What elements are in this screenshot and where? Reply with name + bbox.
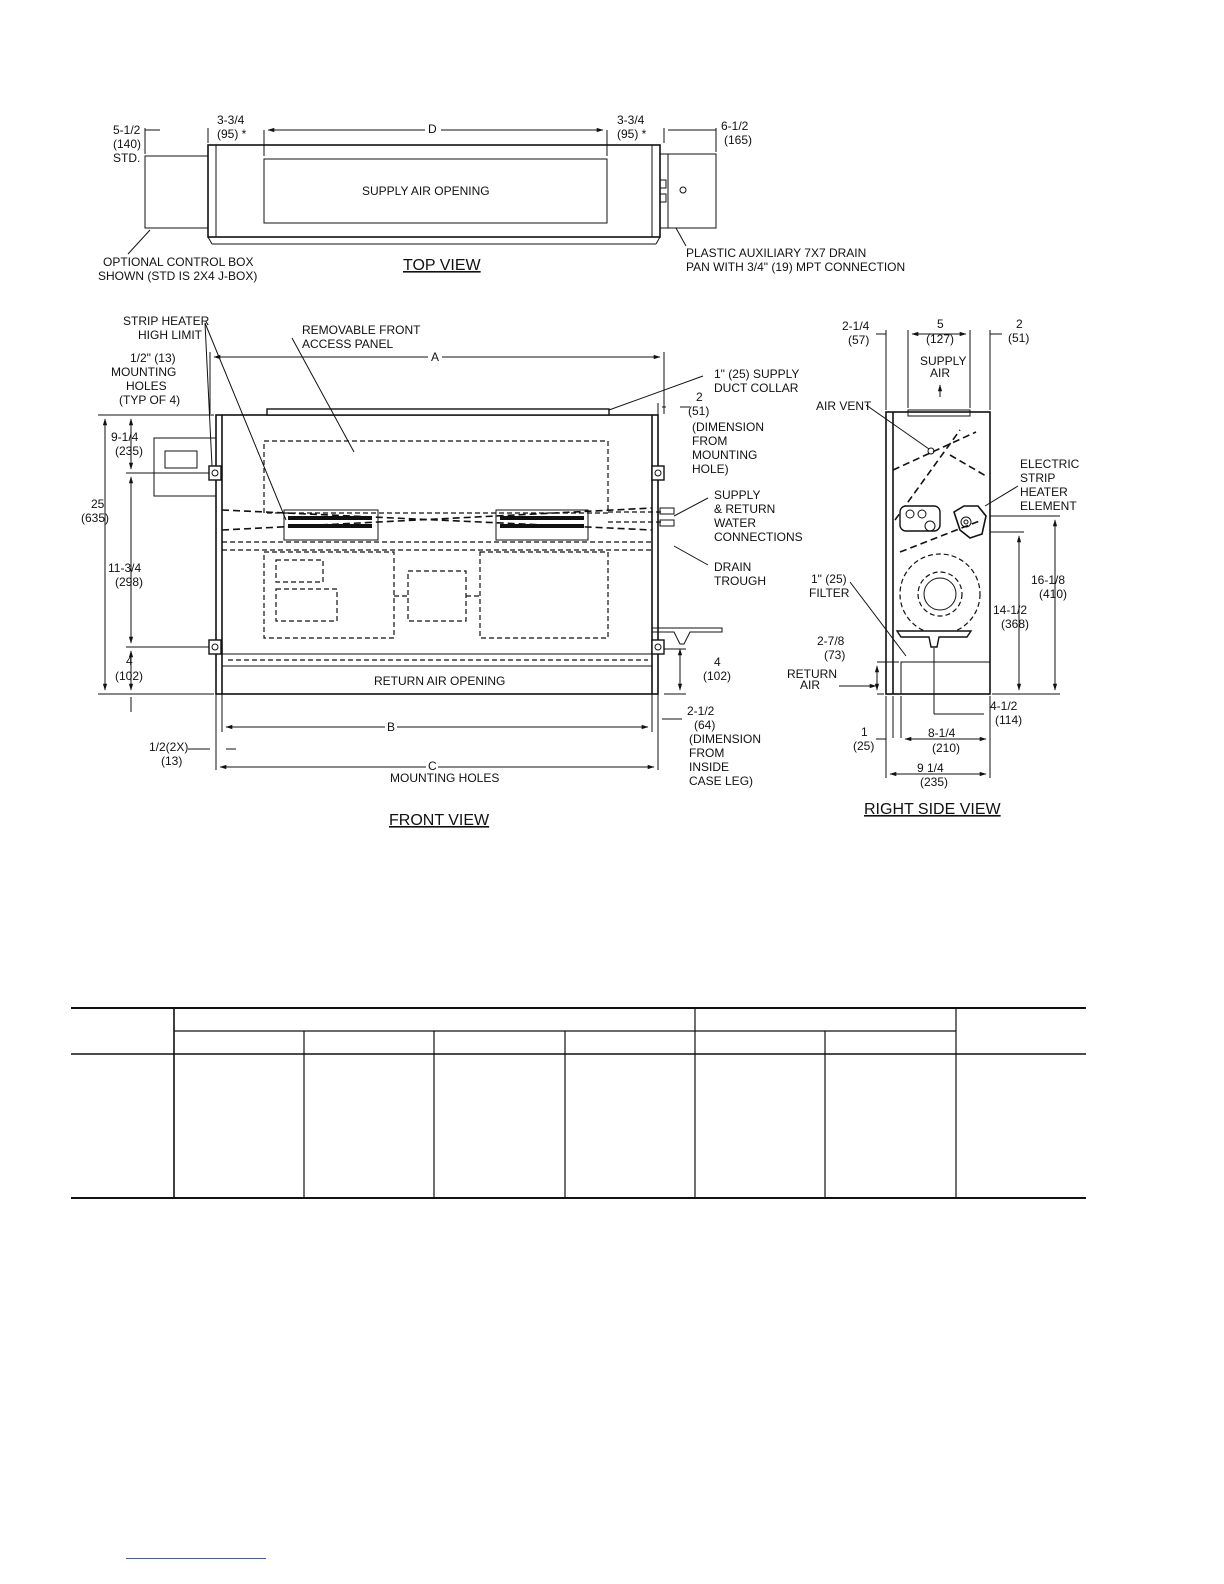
callout-label: DUCT COLLAR bbox=[714, 381, 799, 395]
callout-label: STRIP bbox=[1020, 471, 1056, 485]
dim-label: 2-7/8 bbox=[817, 634, 845, 648]
dim-label: (635) bbox=[81, 511, 110, 525]
mounting-hole bbox=[652, 640, 664, 654]
dim-label: 1 bbox=[861, 725, 868, 739]
callout-label: ELECTRIC bbox=[1020, 457, 1080, 471]
supply-air-opening-label: SUPPLY AIR OPENING bbox=[362, 184, 490, 198]
side-view bbox=[787, 317, 1080, 818]
dim-label: 5 bbox=[937, 317, 944, 331]
callout-label: ELEMENT bbox=[1020, 499, 1077, 513]
dim-label: HOLE) bbox=[692, 462, 729, 476]
callout-label: OPTIONAL CONTROL BOX bbox=[103, 255, 254, 269]
top-view-title: TOP VIEW bbox=[403, 257, 481, 274]
callout-label: 1/2" (13) bbox=[130, 351, 176, 365]
dim-label: (114) bbox=[995, 713, 1023, 727]
footer-rule bbox=[126, 1558, 266, 1559]
dim-label: 6-1/2 bbox=[721, 119, 749, 133]
dim-label: (95) * bbox=[617, 127, 647, 141]
callout-label: STRIP HEATER bbox=[123, 314, 210, 328]
callout-label: HEATER bbox=[1020, 485, 1068, 499]
dim-label: 1/2(2X) bbox=[149, 740, 189, 754]
callout-label: DRAIN bbox=[714, 560, 752, 574]
front-view bbox=[81, 314, 803, 829]
callout-label: SUPPLY bbox=[714, 488, 761, 502]
dim-label: MOUNTING HOLES bbox=[390, 771, 500, 785]
dim-label: 4 bbox=[714, 655, 721, 669]
dim-label: (51) bbox=[1008, 331, 1030, 345]
side-view-case-outline bbox=[886, 412, 990, 694]
duct-collar bbox=[267, 409, 609, 415]
dim-label: (140) bbox=[113, 137, 142, 151]
dim-label: (102) bbox=[703, 669, 732, 683]
dim-label: (25) bbox=[853, 739, 875, 753]
side-drain-trough bbox=[897, 631, 971, 647]
dim-label: (102) bbox=[115, 669, 144, 683]
mounting-hole bbox=[652, 466, 664, 480]
callout-label: SUPPLY bbox=[920, 354, 967, 368]
dim-label: 4-1/2 bbox=[990, 699, 1018, 713]
dim-label: INSIDE bbox=[689, 760, 730, 774]
callout-label: & RETURN bbox=[714, 502, 776, 516]
dim-label: 3-3/4 bbox=[617, 113, 645, 127]
dim-label: (410) bbox=[1039, 587, 1068, 601]
drain-pan bbox=[668, 154, 716, 228]
dim-label: 5-1/2 bbox=[113, 123, 141, 137]
top-view bbox=[98, 113, 905, 283]
dim-label: 9 1/4 bbox=[917, 761, 944, 775]
dim-label: (210) bbox=[932, 741, 961, 755]
callout-label: (TYP OF 4) bbox=[119, 393, 181, 407]
callout-label: WATER bbox=[714, 516, 756, 530]
dim-label: A bbox=[431, 350, 440, 364]
dim-label: (51) bbox=[688, 404, 710, 418]
dim-label: (73) bbox=[824, 648, 846, 662]
side-blower bbox=[900, 554, 980, 634]
access-panel bbox=[264, 441, 608, 513]
dim-label: (298) bbox=[115, 575, 144, 589]
callout-label: REMOVABLE FRONT bbox=[302, 323, 421, 337]
side-return-inlet bbox=[901, 662, 990, 694]
side-coil bbox=[900, 506, 940, 531]
dim-label: (368) bbox=[1001, 617, 1030, 631]
dim-label: (DIMENSION bbox=[689, 732, 761, 746]
dim-label: 25 bbox=[91, 497, 105, 511]
dim-label: 2 bbox=[1016, 317, 1023, 331]
dim-label: D bbox=[428, 122, 437, 136]
callout-label: FILTER bbox=[809, 586, 850, 600]
dim-label: MOUNTING bbox=[692, 448, 758, 462]
front-view-unit-outline bbox=[216, 415, 658, 694]
dim-label: (165) bbox=[724, 133, 753, 147]
dim-label: 11-3/4 bbox=[108, 561, 142, 575]
dim-label: 3-3/4 bbox=[217, 113, 245, 127]
dim-label: (13) bbox=[161, 754, 183, 768]
dim-label: (57) bbox=[848, 333, 870, 347]
callout-label: PAN WITH 3/4" (19) MPT CONNECTION bbox=[686, 260, 906, 274]
dim-label: 4 bbox=[126, 654, 133, 668]
dim-label: FROM bbox=[689, 746, 725, 760]
callout-label: AIR bbox=[930, 366, 951, 380]
callout-label: TROUGH bbox=[714, 574, 766, 588]
dim-label: STD. bbox=[113, 151, 141, 165]
dim-label: 9-1/4 bbox=[111, 430, 139, 444]
dim-label: (235) bbox=[115, 444, 144, 458]
callout-label: CONNECTIONS bbox=[714, 530, 803, 544]
dim-label: CASE LEG) bbox=[689, 774, 754, 788]
dim-label: 2-1/4 bbox=[842, 319, 870, 333]
callout-label: RETURN bbox=[787, 667, 837, 681]
dim-label: C bbox=[428, 759, 437, 773]
dim-label: 16-1/8 bbox=[1031, 573, 1066, 587]
front-view-title: FRONT VIEW bbox=[389, 812, 490, 829]
callout-label: HOLES bbox=[126, 379, 167, 393]
dim-label: FROM bbox=[692, 434, 728, 448]
dim-label: (64) bbox=[694, 718, 716, 732]
callout-label: SHOWN (STD IS 2X4 J-BOX) bbox=[98, 269, 258, 283]
dim-label: B bbox=[387, 720, 396, 734]
control-box bbox=[145, 156, 208, 228]
dim-label: 8-1/4 bbox=[928, 726, 956, 740]
callout-label: 1" (25) SUPPLY bbox=[714, 367, 800, 381]
callout-label: HIGH LIMIT bbox=[138, 328, 203, 342]
dimension-table-grid bbox=[71, 1008, 1086, 1198]
mounting-hole bbox=[209, 640, 221, 654]
dim-label: 2-1/2 bbox=[687, 704, 715, 718]
mounting-hole bbox=[209, 466, 221, 480]
side-view-title: RIGHT SIDE VIEW bbox=[864, 801, 1001, 818]
return-air-opening-label: RETURN AIR OPENING bbox=[374, 674, 506, 688]
dim-label: (95) * bbox=[217, 127, 247, 141]
dim-label: 14-1/2 bbox=[993, 603, 1028, 617]
dim-label: (127) bbox=[926, 332, 955, 346]
callout-label: AIR bbox=[800, 678, 821, 692]
callout-label: AIR VENT bbox=[816, 399, 872, 413]
dim-label: (DIMENSION bbox=[692, 420, 764, 434]
side-supply-outlet bbox=[908, 410, 970, 416]
callout-label: PLASTIC AUXILIARY 7X7 DRAIN bbox=[686, 246, 867, 260]
control-box bbox=[154, 438, 216, 496]
callout-label: MOUNTING bbox=[111, 365, 177, 379]
callout-label: 1" (25) bbox=[811, 572, 847, 586]
dim-label: (235) bbox=[920, 775, 949, 789]
dim-label: 2 bbox=[696, 390, 703, 404]
callout-label: ACCESS PANEL bbox=[302, 337, 394, 351]
side-heater-element bbox=[954, 506, 986, 538]
